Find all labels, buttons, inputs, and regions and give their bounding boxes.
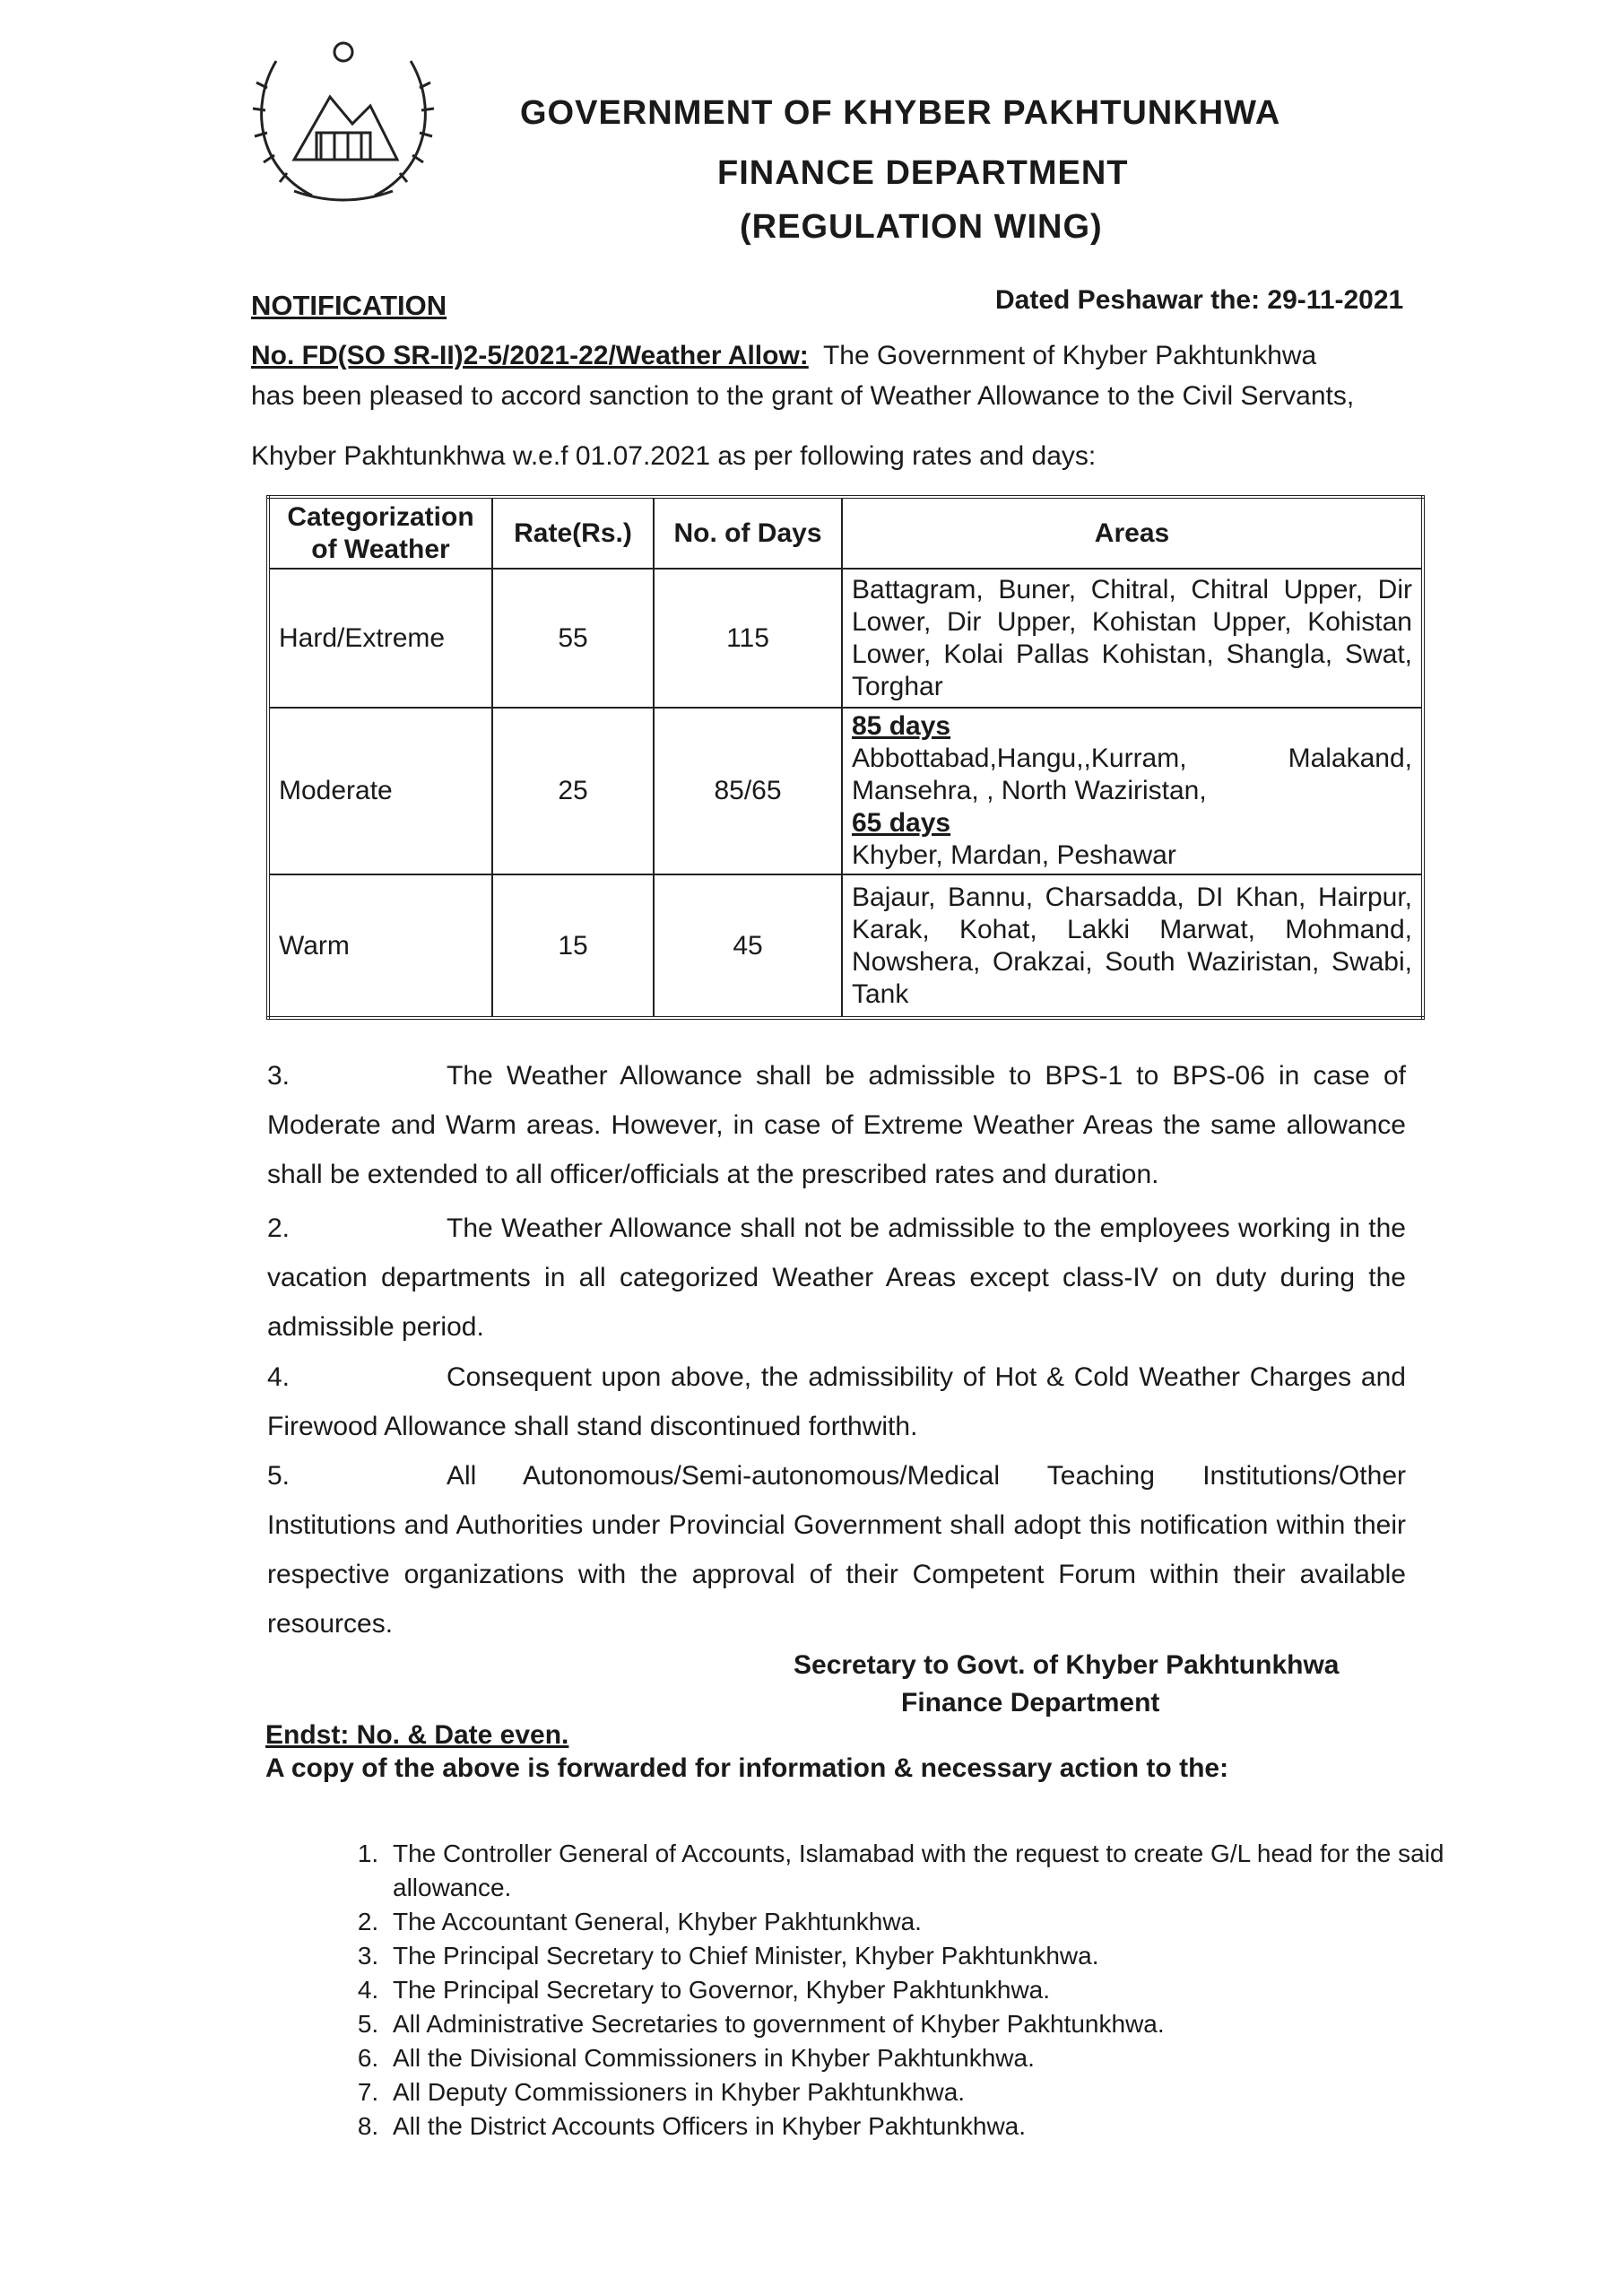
list-item: 1. The Controller General of Accounts, Islamabad with the request to create G/L head for the said allowance. <box>386 1837 1462 1905</box>
table-header-rate: Rate(Rs.) <box>492 497 654 569</box>
days-cell: 45 <box>654 874 842 1018</box>
distribution-list <box>350 1837 1462 2144</box>
list-item: 6. All the Divisional Commissioners in Khyber Pakhtunkhwa. <box>386 2041 1462 2075</box>
government-emblem-icon <box>240 25 447 213</box>
paragraph-text: The Weather Allowance shall not be admissible to the employees working in the vacation departments in all categorized Weather Areas except class-IV on duty during the admissible period. <box>267 1213 1406 1342</box>
header-government-title: GOVERNMENT OF KHYBER PAKHTUNKHWA <box>520 94 1281 132</box>
header-department-title: FINANCE DEPARTMENT <box>717 154 1129 192</box>
intro-text-line1: The Government of Khyber Pakhtunkhwa <box>822 341 1317 370</box>
paragraph-3 <box>267 1051 1406 1199</box>
table-header-category: Categorization of Weather <box>268 497 492 569</box>
header-wing-title: (REGULATION WING) <box>740 208 1103 246</box>
table-header-areas: Areas <box>842 497 1423 569</box>
list-item: 3. The Principal Secretary to Chief Minister, Khyber Pakhtunkhwa. <box>386 1939 1462 1973</box>
copy-forwarded-line: A copy of the above is forwarded for information & necessary action to the: <box>265 1753 1229 1783</box>
category-cell: Hard/Extreme <box>268 569 492 708</box>
areas-cell: Bajaur, Bannu, Charsadda, DI Khan, Hairpur, Karak, Kohat, Lakki Marwat, Mohmand, Nowshera, Orakzai, South Waziristan, Swabi, Tank <box>842 874 1423 1018</box>
list-item: 8. All the District Accounts Officers in Khyber Pakhtunkhwa. <box>386 2109 1462 2144</box>
paragraph-number: 2. <box>267 1213 291 1243</box>
weather-allowance-table <box>266 495 1425 1015</box>
areas-subheading-65-days: 65 days <box>852 808 951 838</box>
list-item: 7. All Deputy Commissioners in Khyber Pakhtunkhwa. <box>386 2075 1462 2109</box>
paragraph-2 <box>267 1204 1406 1352</box>
reference-line <box>251 341 1316 371</box>
days-cell: 115 <box>654 569 842 708</box>
intro-text-line3: Khyber Pakhtunkhwa w.e.f 01.07.2021 as per following rates and days: <box>251 441 1097 471</box>
paragraph-4 <box>267 1352 1406 1451</box>
areas-list-65-days: Khyber, Mardan, Peshawar <box>852 840 1176 870</box>
rate-cell: 25 <box>492 708 654 874</box>
areas-list-85-days: Abbottabad,Hangu,,Kurram, Malakand, Mansehra, , North Waziristan, <box>852 744 1412 805</box>
rate-cell: 55 <box>492 569 654 708</box>
areas-subheading-85-days: 85 days <box>852 711 951 741</box>
category-cell: Moderate <box>268 708 492 874</box>
days-cell: 85/65 <box>654 708 842 874</box>
paragraph-number: 3. <box>267 1061 291 1091</box>
areas-cell: Battagram, Buner, Chitral, Chitral Upper, Dir Lower, Dir Upper, Kohistan Upper, Kohistan Lower, Kolai Pallas Kohistan, Shangla, Swat, Torghar <box>842 569 1423 708</box>
table-row <box>268 569 1423 708</box>
paragraph-text: The Weather Allowance shall be admissible to BPS-1 to BPS-06 in case of Moderate and Warm areas. However, in case of Extreme Weather Areas the same allowance shall be extended to all officer/officials at the prescribed rates and duration. <box>267 1061 1406 1189</box>
signature-department: Finance Department <box>901 1688 1160 1718</box>
paragraph-text: Consequent upon above, the admissibility of Hot & Cold Weather Charges and Firewood Allowance shall stand discontinued forthwith. <box>267 1362 1406 1441</box>
intro-text-line2: has been pleased to accord sanction to the grant of Weather Allowance to the Civil Servants, <box>251 381 1355 411</box>
notification-heading: NOTIFICATION <box>251 290 447 321</box>
rate-cell: 15 <box>492 874 654 1018</box>
paragraph-number: 4. <box>267 1362 291 1392</box>
areas-cell <box>842 708 1423 874</box>
signature-title: Secretary to Govt. of Khyber Pakhtunkhwa <box>794 1650 1340 1680</box>
table-header-days: No. of Days <box>654 497 842 569</box>
list-item: 5. All Administrative Secretaries to government of Khyber Pakhtunkhwa. <box>386 2007 1462 2041</box>
table-row <box>268 708 1423 874</box>
list-item: 2. The Accountant General, Khyber Pakhtunkhwa. <box>386 1905 1462 1939</box>
endorsement-line: Endst: No. & Date even. <box>265 1720 569 1750</box>
table-row <box>268 874 1423 1018</box>
reference-number: No. FD(SO SR-II)2-5/2021-22/Weather Allow: <box>251 341 809 370</box>
paragraph-text: All Autonomous/Semi-autonomous/Medical Teaching Institutions/Other Institutions and Authorities under Provincial Government shall adopt this notification within their respective organizations with the approval of their Competent Forum within their available resources. <box>267 1461 1406 1639</box>
category-cell: Warm <box>268 874 492 1018</box>
notification-date: Dated Peshawar the: 29-11-2021 <box>995 285 1404 315</box>
paragraph-5 <box>267 1451 1406 1648</box>
paragraph-number: 5. <box>267 1461 291 1491</box>
list-item: 4. The Principal Secretary to Governor, Khyber Pakhtunkhwa. <box>386 1973 1462 2007</box>
